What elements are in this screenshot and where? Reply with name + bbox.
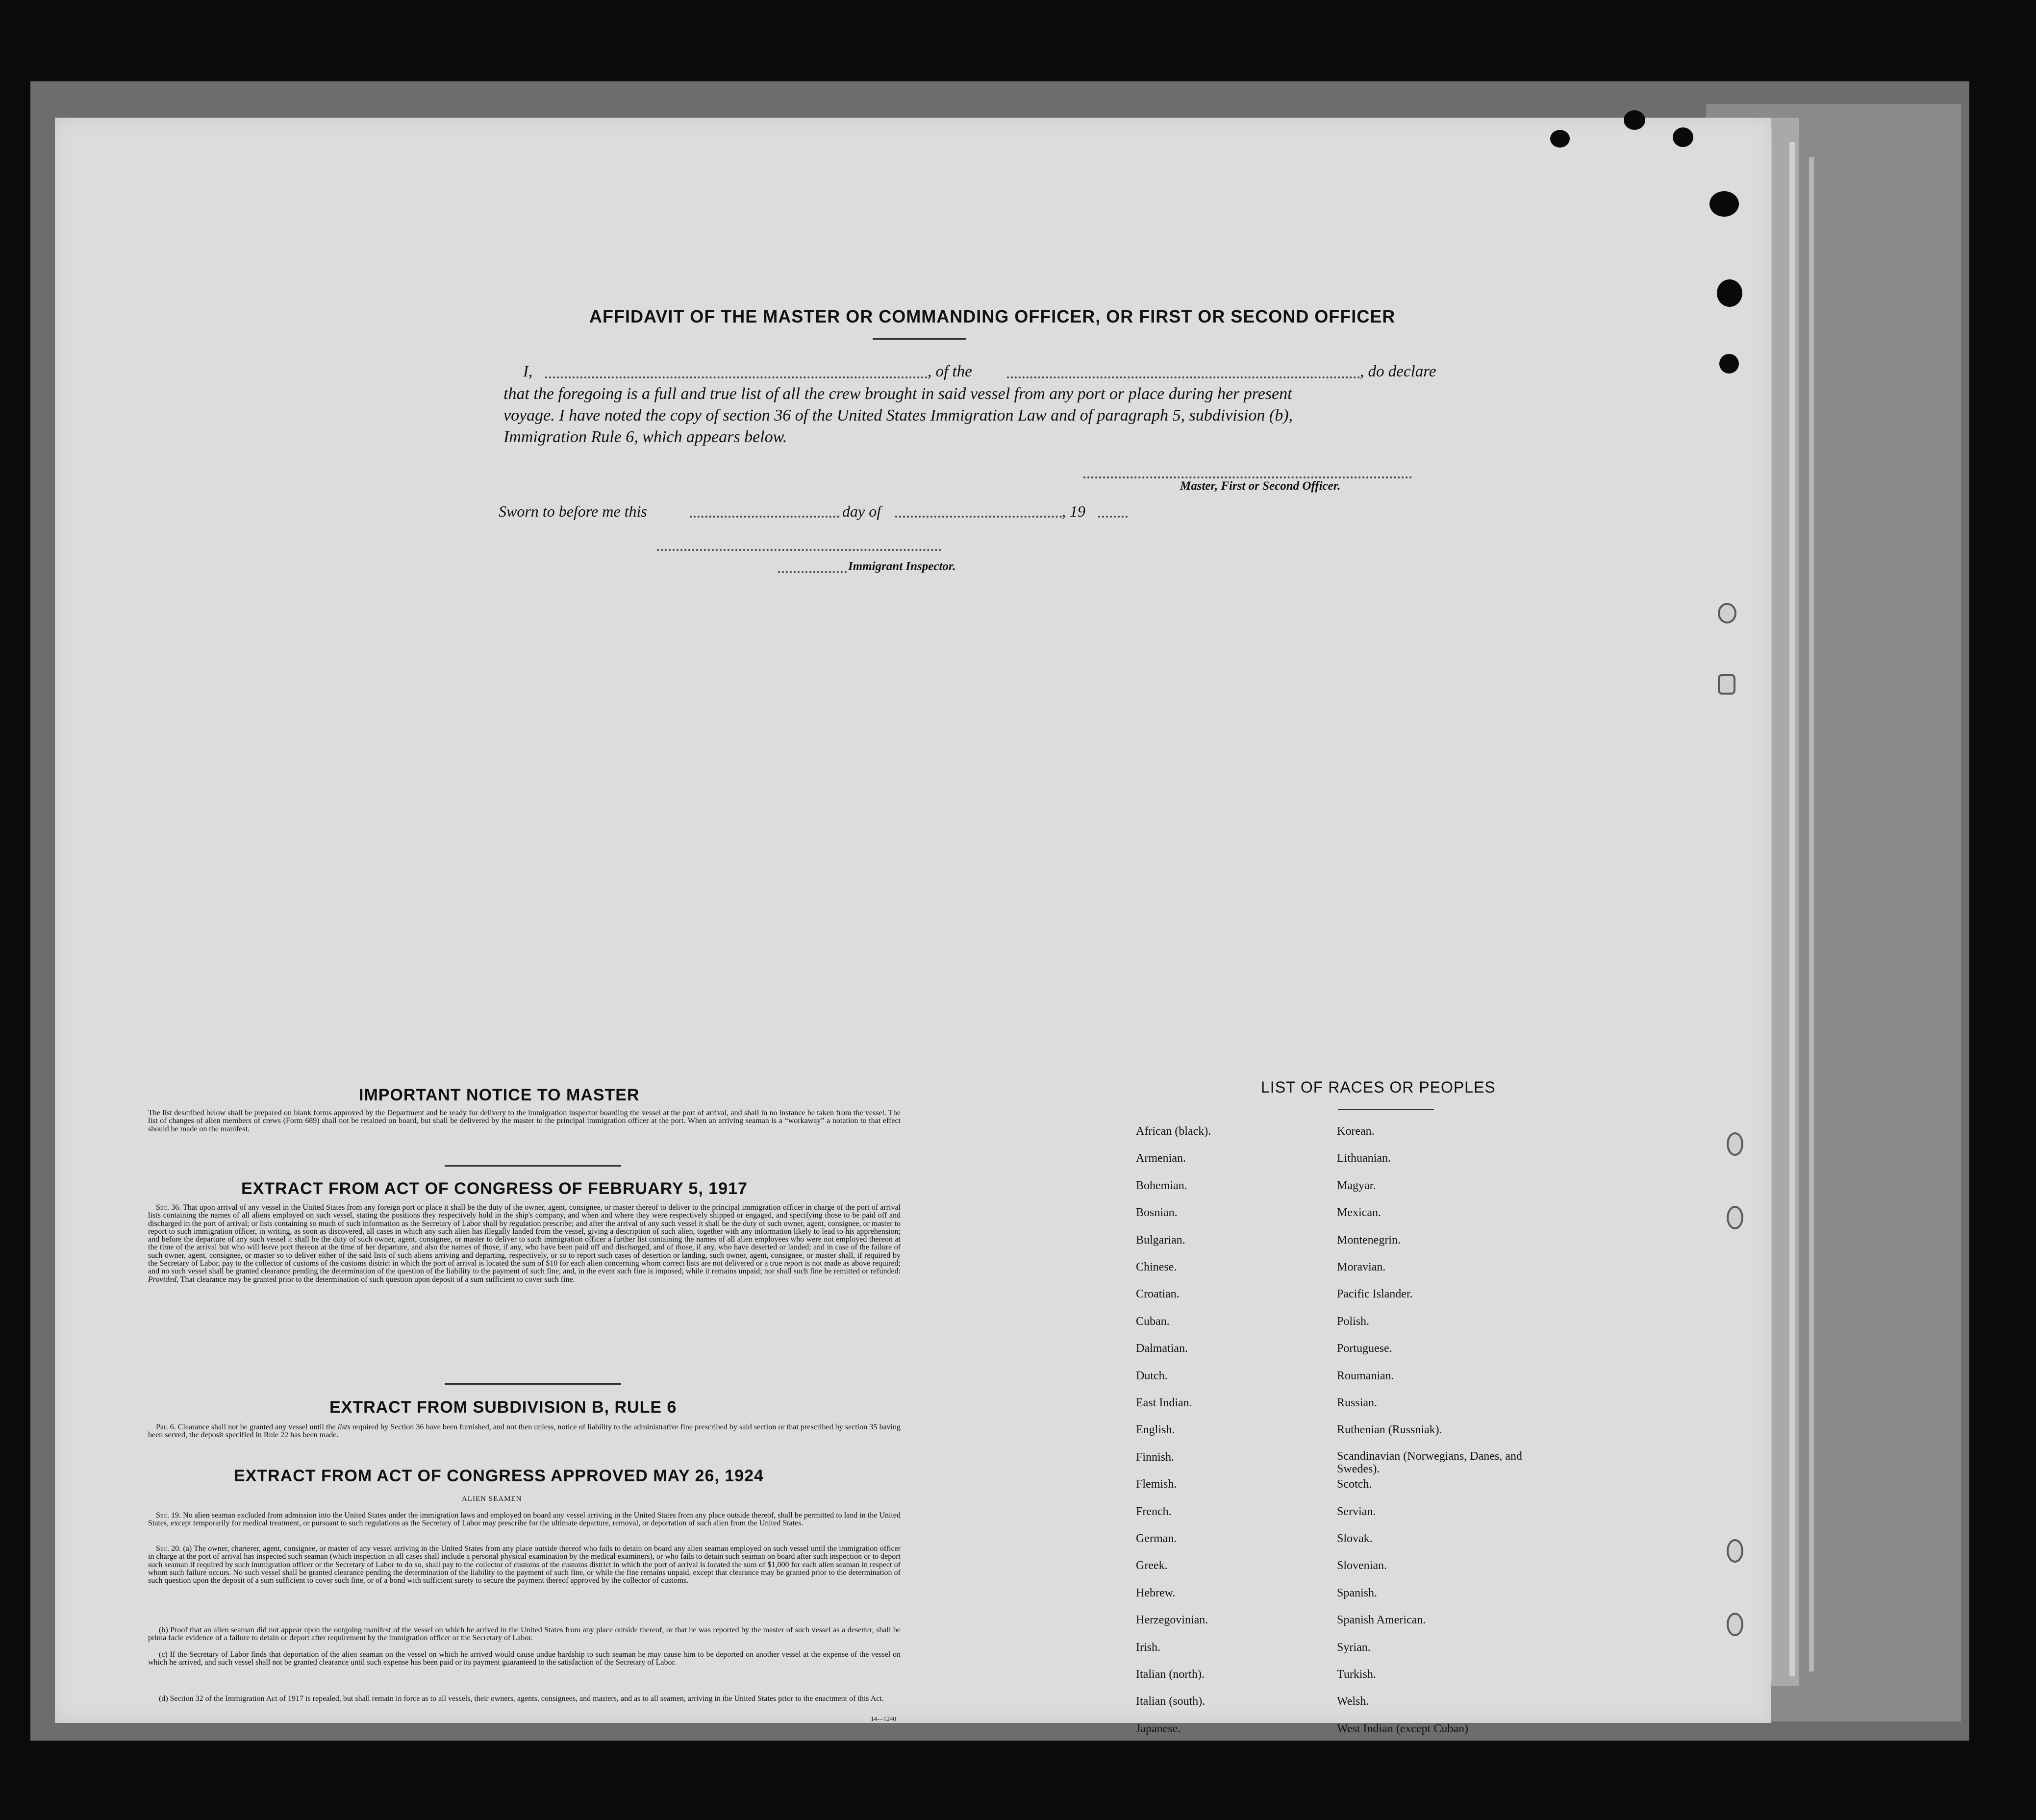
form-number: 14—1240 xyxy=(871,1715,896,1722)
race-item: Italian (north). xyxy=(1136,1668,1205,1681)
race-item: Bosnian. xyxy=(1136,1206,1178,1220)
race-item: English. xyxy=(1136,1423,1175,1437)
sworn-year-blank xyxy=(1098,516,1128,518)
races-title: LIST OF RACES OR PEOPLES xyxy=(1261,1078,1496,1096)
punch-hole xyxy=(1550,130,1570,148)
race-item: Polish. xyxy=(1337,1315,1370,1328)
extract-1924-sec20a xyxy=(148,1545,901,1585)
race-item: Cuban. xyxy=(1136,1315,1170,1328)
binder-ring xyxy=(1727,1206,1743,1229)
race-item: Magyar. xyxy=(1337,1179,1376,1192)
race-item: Dutch. xyxy=(1136,1369,1168,1382)
document-page xyxy=(55,118,1771,1735)
race-item: German. xyxy=(1136,1532,1177,1545)
race-item: Irish. xyxy=(1136,1641,1160,1654)
alien-seamen-subtitle: ALIEN SEAMEN xyxy=(462,1495,522,1503)
par-6-label: Par. 6. xyxy=(156,1423,176,1431)
declare-tail: , do declare xyxy=(1360,363,1436,380)
sworn-prefix: Sworn to before me this xyxy=(499,502,647,520)
proviso-word: Provided, xyxy=(148,1275,179,1284)
extract-1924-sec20b: (b) Proof that an alien seaman did not appear upon the outgoing manifest of the vessel on which he arrived in the United States from any place outside thereof, or that he was reported by the master of such vessel as a deserter, shall be prima facie evidence of a failure to detain or deport after requirement by the immigration officer or the Secretary of Labor. xyxy=(148,1626,901,1643)
sec-20-label: Sec. 20. xyxy=(156,1545,181,1553)
race-item: Bulgarian. xyxy=(1136,1233,1185,1247)
sec-19-text: No alien seaman excluded from admission into the United States under the immigration laws and employed on board any vessel arriving in the United States from any place outside thereof, shall be permitted to land in the United States, except temporarily for medical treatment, or pursuant to such regulations as the Secretary of Labor may prescribe for the ultimate departure, removal, or deportation of such alien from the United States. xyxy=(148,1511,901,1528)
punch-hole xyxy=(1673,127,1693,147)
punch-hole xyxy=(1717,279,1742,307)
rule6-text-before: Clearance shall not be granted any vessel until the xyxy=(177,1423,336,1431)
race-item: Hebrew. xyxy=(1136,1586,1176,1599)
declare-of-the: , of the xyxy=(928,363,972,380)
sheet-edge xyxy=(1789,142,1795,1676)
race-item: Pacific Islander. xyxy=(1337,1288,1413,1301)
race-item: Herzegovinian. xyxy=(1136,1614,1208,1627)
race-item: Spanish. xyxy=(1337,1586,1378,1599)
race-item: Slovenian. xyxy=(1337,1559,1387,1572)
race-item: Scandinavian (Norwegians, Danes, and Swedes). xyxy=(1337,1449,1522,1475)
race-item: Turkish. xyxy=(1337,1668,1376,1681)
declare-i: I, xyxy=(523,363,533,380)
extract-1924-sec20d: (d) Section 32 of the Immigration Act of 1917 is repealed, but shall remain in force as to all vessels, their owners, agents, consignees, and masters, and as to all seamen, arriving in the United States prior to the enactment of this Act. xyxy=(159,1695,884,1703)
race-item: Lithuanian. xyxy=(1337,1152,1391,1165)
extract-1924-sec20c: (c) If the Secretary of Labor finds that deportation of the alien seaman on the vessel on which he arrived would cause undue hardship to such seaman he may cause him to be deported on another vessel at the expense of the vessel on which he arrived, and such vessel shall not be granted clearance until such expense has been paid or its payment guaranteed to the satisfaction of the Secretary of Labor. xyxy=(148,1650,901,1667)
title-underline xyxy=(873,338,966,340)
binder-ring xyxy=(1718,603,1736,623)
race-item: Korean. xyxy=(1337,1125,1375,1138)
statement-line-3: Immigration Rule 6, which appears below. xyxy=(503,428,787,446)
extract-1924-title: EXTRACT FROM ACT OF CONGRESS APPROVED MAY 26, 1924 xyxy=(234,1467,764,1485)
binder-ring xyxy=(1727,1613,1743,1636)
races-title-underline xyxy=(1338,1109,1434,1110)
race-item: Chinese. xyxy=(1136,1261,1177,1273)
extract-rule6-body xyxy=(148,1423,901,1440)
inspector-label: Immigrant Inspector. xyxy=(848,560,956,573)
race-item: Moravian. xyxy=(1337,1261,1386,1273)
race-item: Flemish. xyxy=(1136,1478,1177,1491)
notice-title: IMPORTANT NOTICE TO MASTER xyxy=(359,1086,640,1104)
race-item: Slovak. xyxy=(1337,1532,1373,1545)
inspector-signature-blank xyxy=(657,549,941,551)
binder-ring xyxy=(1718,674,1735,695)
race-item: Dalmatian. xyxy=(1136,1342,1188,1355)
inspector-prefix-blank xyxy=(778,571,847,573)
race-item: Spanish American. xyxy=(1337,1614,1426,1627)
punch-hole xyxy=(1624,110,1645,130)
race-item: French. xyxy=(1136,1505,1172,1518)
race-item: Servian. xyxy=(1337,1505,1376,1518)
statement-line-2: voyage. I have noted the copy of section 36 of the United States Immigration Law and of paragraph 5, subdivision (b), xyxy=(503,406,1293,424)
sec-20a-text: (a) The owner, charterer, agent, consignee, or master of any vessel arriving in the United States from any place outside thereof who fails to detain on board any alien seaman employed on such vessel until the immigration officer in charge at the port of arrival has inspected such seaman (which inspection in all cases shall include a personal physical examination by the medical examiners), or who fails to detain such seaman on board after such inspection or to deport such seaman if required by such immigration officer or the Secretary of Labor to do so, shall pay to the collector of customs of the customs district in which the port of arrival is located the sum of $1,000 for each alien seaman in respect of whom such failure occurs. No such vessel shall be granted clearance pending the determination of the liability to the payment of such fine, or while the fine remains unpaid, except that clearance may be granted prior to the determination of such question upon the deposit of a sum sufficient to cover such fine, or of a bond with sufficient surety to secure the payment thereof approved by the collector of customs. xyxy=(148,1545,901,1585)
race-item: Japanese. xyxy=(1136,1722,1181,1735)
extract-1917-body xyxy=(148,1204,901,1284)
race-item: African (black). xyxy=(1136,1125,1211,1138)
sworn-day-of: day of xyxy=(842,502,881,520)
race-item: Mexican. xyxy=(1337,1206,1381,1220)
race-item: Portuguese. xyxy=(1337,1342,1392,1355)
race-item: Croatian. xyxy=(1136,1288,1180,1301)
affidavit-title: AFFIDAVIT OF THE MASTER OR COMMANDING OFFICER, OR FIRST OR SECOND OFFICER xyxy=(589,306,1396,326)
sheet-edge xyxy=(1809,157,1814,1671)
statement-line-1: that the foregoing is a full and true list of all the crew brought in said vessel from any port or place during her present xyxy=(503,385,1292,403)
race-item: Finnish. xyxy=(1136,1450,1175,1464)
rule6-text-after: required by Section 36 have been furnished, and not then unless, notice of liability to the administrative fine prescribed by said section or that prescribed by section 35 having been served, the deposit specified in Rule 22 has been made. xyxy=(148,1423,901,1440)
race-item: Armenian. xyxy=(1136,1152,1186,1165)
race-item: Bohemian. xyxy=(1136,1179,1187,1192)
section-divider xyxy=(445,1383,621,1385)
sec-36-text: That upon arrival of any vessel in the United States from any foreign port or place it shall be the duty of the owner, agent, consignee, or master thereof to deliver to the principal immigration officer in charge of the port of arrival lists containing the names of all aliens employed on such vessel, stating the positions they respectively hold in the ship's company, and when and where they were respectively shipped or engaged, and specifying those to be paid off and discharged in the port of arrival; or lists containing so much of such information as the Secretary of Labor shall by regulation prescribe; and after the arrival of any such vessel it shall be the duty of such owner, agent, consignee, or master to report to such immigration officer, in writing, as soon as discovered, all cases in which any such alien has illegally landed from the vessel, giving a description of such alien, together with any information likely to lead to his apprehension; and before the departure of any such vessel it shall be the duty of such owner, agent, consignee, or master to deliver to such immigration officer a further list containing the names of all alien employees who were not employed thereon at the time of the arrival but who will leave port thereon at the time of her departure, and also the names of those, if any, who have been paid off and discharged, and of those, if any, who have deserted or landed; and in case of the failure of such owner, agent, consignee, or master so to deliver either of the said lists of such aliens arriving and departing, respectively, or so to report such cases of desertion or landing, such owner, agent, consignee, or master shall, if required by the Secretary of Labor, pay to the collector of customs of the customs district in which the port of arrival is located the sum of $10 for each alien concerning whom correct lists are not delivered or a true report is not made as above required; and no such vessel shall be granted clearance pending the determination of the question of the liability to the payment of such fine, and, in the event such fine is imposed, while it remains unpaid; nor shall such fine be remitted or refunded: xyxy=(148,1203,901,1276)
extract-rule6-title: EXTRACT FROM SUBDIVISION B, RULE 6 xyxy=(329,1398,677,1417)
sworn-month-blank xyxy=(895,516,1062,518)
name-blank xyxy=(545,376,928,378)
notice-body: The list described below shall be prepared on blank forms approved by the Department and be ready for delivery to the immigration inspector boarding the vessel at the port of arrival, and shall in no instance be taken from the vessel. The list of changes of alien members of crews (Form 689) shall not be retained on board, but shall be delivered by the master to the principal immigration officer at the port. When an arriving seaman is a “workaway” a notation to that effect should be made on the manifest. xyxy=(148,1109,901,1133)
punch-hole xyxy=(1719,354,1739,374)
proviso-text: That clearance may be granted prior to the determination of such question upon deposit of a sum sufficient to cover such fine. xyxy=(180,1275,575,1284)
race-item: Greek. xyxy=(1136,1559,1168,1572)
master-signature-label: Master, First or Second Officer. xyxy=(1180,479,1341,493)
race-item: Russian. xyxy=(1337,1396,1378,1409)
race-item: Montenegrin. xyxy=(1337,1233,1401,1247)
master-signature-blank-visible xyxy=(1083,476,1412,478)
race-item: Scotch. xyxy=(1337,1478,1372,1491)
race-item: West Indian (except Cuban) xyxy=(1337,1722,1468,1735)
race-item: East Indian. xyxy=(1136,1396,1192,1409)
race-item: Welsh. xyxy=(1337,1695,1369,1708)
section-divider xyxy=(445,1165,621,1167)
race-item: Italian (south). xyxy=(1136,1695,1206,1708)
race-item: Syrian. xyxy=(1337,1641,1371,1654)
sec-19-label: Sec. 19. xyxy=(156,1511,181,1520)
binder-ring xyxy=(1727,1132,1743,1156)
lists-word: lists xyxy=(337,1423,351,1431)
sworn-year: , 19 xyxy=(1062,502,1085,520)
race-item: Roumanian. xyxy=(1337,1369,1394,1382)
binder-ring xyxy=(1727,1539,1743,1563)
sec-36-label: Sec. 36. xyxy=(156,1203,181,1212)
sworn-day-blank xyxy=(690,516,839,518)
vessel-blank xyxy=(1007,376,1360,378)
race-item: Ruthenian (Russniak). xyxy=(1337,1423,1442,1437)
extract-1924-sec19 xyxy=(148,1512,901,1528)
punch-hole xyxy=(1709,191,1739,217)
extract-1917-title: EXTRACT FROM ACT OF CONGRESS OF FEBRUARY 5, 1917 xyxy=(241,1179,748,1198)
